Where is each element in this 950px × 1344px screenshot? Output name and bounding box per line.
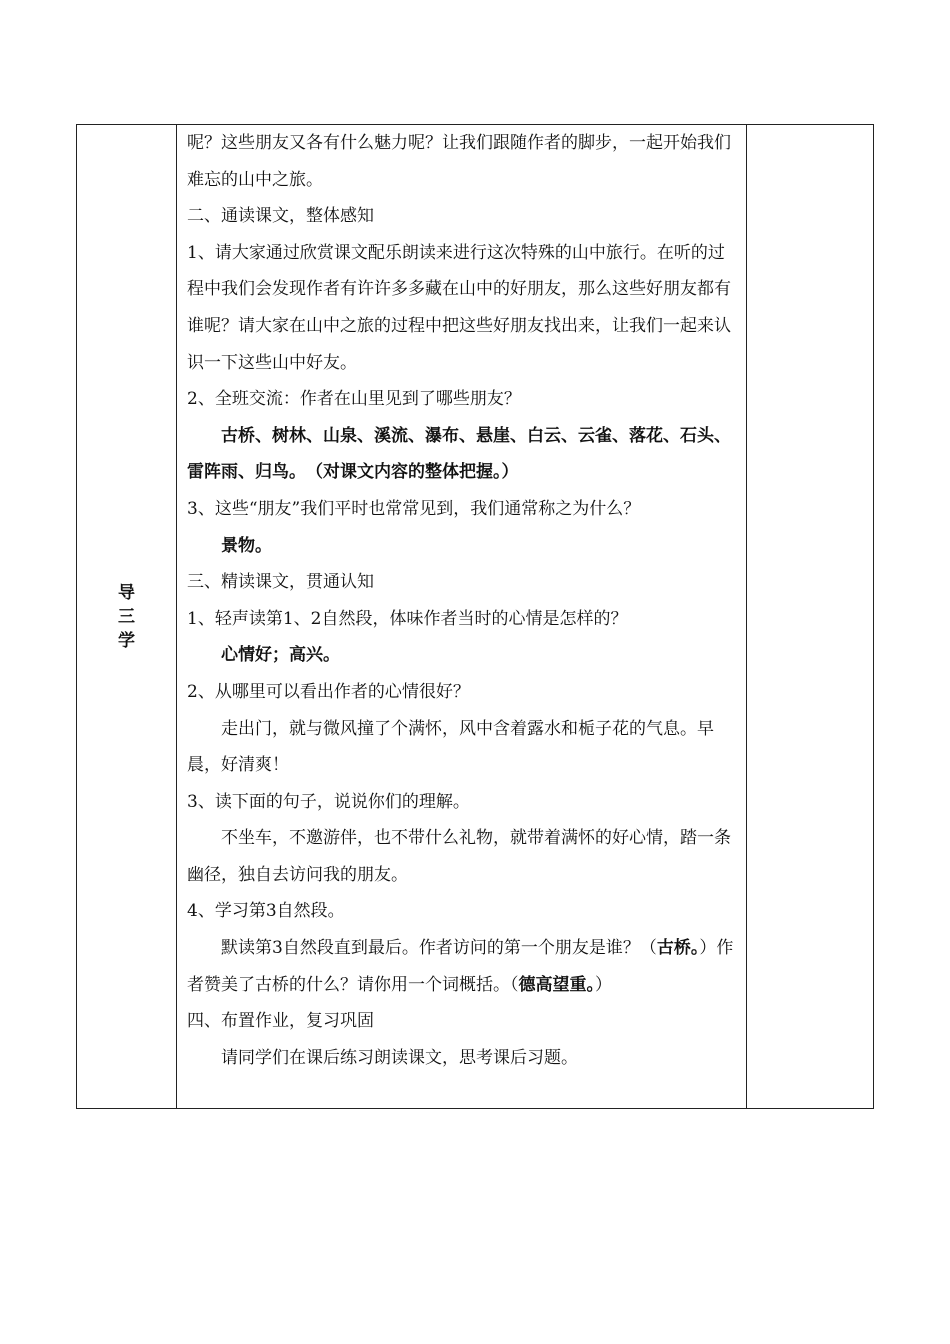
- content-cell: [177, 125, 747, 1109]
- question-evidence: 2、从哪里可以看出作者的心情很好？: [187, 681, 470, 702]
- question-scenery: 3、这些“朋友”我们平时也常常见到，我们通常称之为什么？: [187, 498, 641, 519]
- text-segment: 默读第3自然段直到最后。作者访问的第一个朋友是谁？（: [221, 938, 657, 959]
- section-label-cell: [77, 125, 177, 1109]
- heading-step-3: 三、精读课文，贯通认知: [187, 572, 374, 593]
- paragraph-old-bridge: [187, 930, 736, 1003]
- text-segment: ）作者赞美了古桥的什么？请你用一个词概括。（: [187, 938, 734, 995]
- lesson-plan-table: [76, 124, 874, 1109]
- paragraph-intro: 呢？这些朋友又各有什么魅力呢？让我们跟随作者的脚步，一起开始我们难忘的山中之旅。: [187, 133, 731, 190]
- answer-mood: 心情好；高兴。: [221, 645, 340, 666]
- heading-step-2: 二、通读课文，整体感知: [187, 206, 374, 227]
- quote-visit: 不坐车，不邀游伴，也不带什么礼物，就带着满怀的好心情，踏一条幽径，独自去访问我的朋友。: [187, 828, 731, 885]
- task-paragraph-3: 4、学习第3自然段。: [187, 901, 345, 922]
- section-label: 导三学: [118, 582, 135, 651]
- heading-step-4: 四、布置作业，复习巩固: [187, 1011, 374, 1032]
- answer-friends: 古桥、树林、山泉、溪流、瀑布、悬崖、白云、云雀、落花、石头、雷阵雨、归鸟。 （对课文内容的整体把握。）: [187, 425, 731, 483]
- text-segment: ）: [595, 974, 612, 995]
- question-friends: 2、全班交流：作者在山里见到了哪些朋友？: [187, 389, 521, 410]
- question-mood: 1、轻声读第1、2自然段，体味作者当时的心情是怎样的？: [187, 608, 628, 629]
- paragraph-homework: 请同学们在课后练习朗读课文，思考课后习题。: [221, 1047, 578, 1068]
- table-row: [77, 125, 874, 1109]
- quote-morning: 走出门，就与微风撞了个满怀，风中含着露水和栀子花的气息。早晨，好清爽！: [187, 718, 714, 776]
- answer-old-bridge: 古桥。: [656, 938, 700, 959]
- answer-scenery: 景物。: [221, 535, 272, 556]
- answer-virtue: 德高望重。: [518, 974, 595, 995]
- paragraph-listen: 1、请大家通过欣赏课文配乐朗读来进行这次特殊的山中旅行。在听的过程中我们会发现作者有许许多多藏在山中的好朋友，那么这些好朋友都有谁呢？请大家在山中之旅的过程中把这些好朋友找出来，让我们一起来认识一下这些山中好友。: [187, 242, 731, 373]
- question-sentence: 3、读下面的句子，说说你们的理解。: [187, 791, 470, 812]
- lesson-content: [177, 125, 746, 1076]
- notes-cell: [747, 125, 874, 1109]
